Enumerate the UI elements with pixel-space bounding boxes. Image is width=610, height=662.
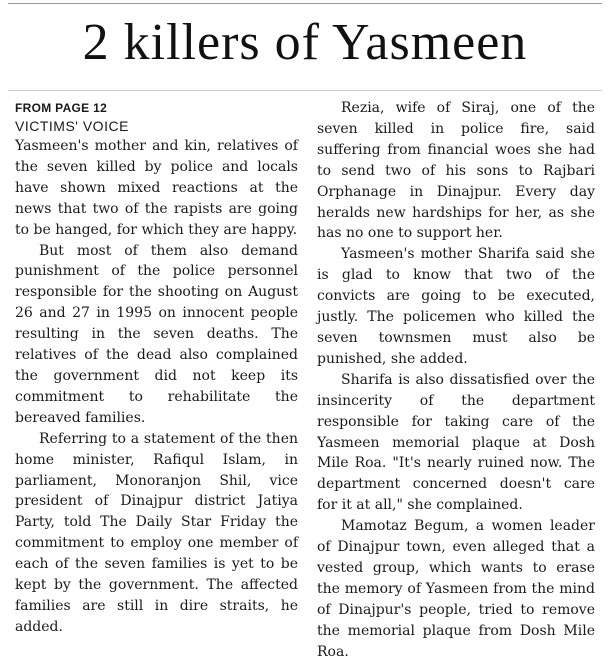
right-column bbox=[317, 98, 595, 662]
paragraph: But most of them also demand punishment of the police personnel responsible for the shooting on August 26 and 27 in 1995 on innocent people resulting in the seven deaths. The relatives of the dead also complained the government did not keep its commitment to rehabilitate the bereaved families. bbox=[15, 242, 298, 426]
headline-divider bbox=[8, 90, 602, 91]
section-heading: VICTIMS' VOICE bbox=[15, 118, 129, 134]
paragraph: Yasmeen's mother Sharifa said she is glad to know that two of the convicts are going to be executed, justly. The policemen who killed the seven townsmen must also be punished, she added. bbox=[317, 246, 595, 367]
paragraph: Referring to a statement of the then home minister, Rafiqul Islam, in parliament, Monoranjon Shil, vice president of Dinajpur district Jatiya Party, told The Daily Star Friday the commitment to employ one member of each of the seven families is yet to be kept by the government. The affected families are still in dire straits, he added. bbox=[15, 430, 298, 635]
left-column bbox=[15, 98, 298, 638]
top-border bbox=[8, 3, 602, 4]
headline: 2 killers of Yasmeen bbox=[82, 14, 528, 71]
jump-line: FROM PAGE 12 bbox=[15, 101, 108, 115]
paragraph: Yasmeen's mother and kin, relatives of the seven killed by police and locals have shown mixed reactions at the news that two of the rapists are going to be hanged, for which they are happy. bbox=[15, 138, 298, 238]
paragraph: Rezia, wife of Siraj, one of the seven killed in police fire, said suffering from financial woes she had to send two of his sons to Rajbari Orphanage in Dinajpur. Every day heralds new hardships for her, as she has no one to support her. bbox=[317, 100, 595, 242]
paragraph: Sharifa is also dissatisfied over the insincerity of the department responsible for taking care of the Yasmeen memorial plaque at Dosh Mile Roa. "It's nearly ruined now. The department concerned doesn't care for it at all," she complained. bbox=[317, 371, 595, 514]
paragraph: Mamotaz Begum, a women leader of Dinajpur town, even alleged that a vested group, which wants to erase the memory of Yasmeen from the mind of Dinajpur's people, tried to remove the memorial plaque from Dosh Mile Roa. bbox=[317, 518, 595, 660]
